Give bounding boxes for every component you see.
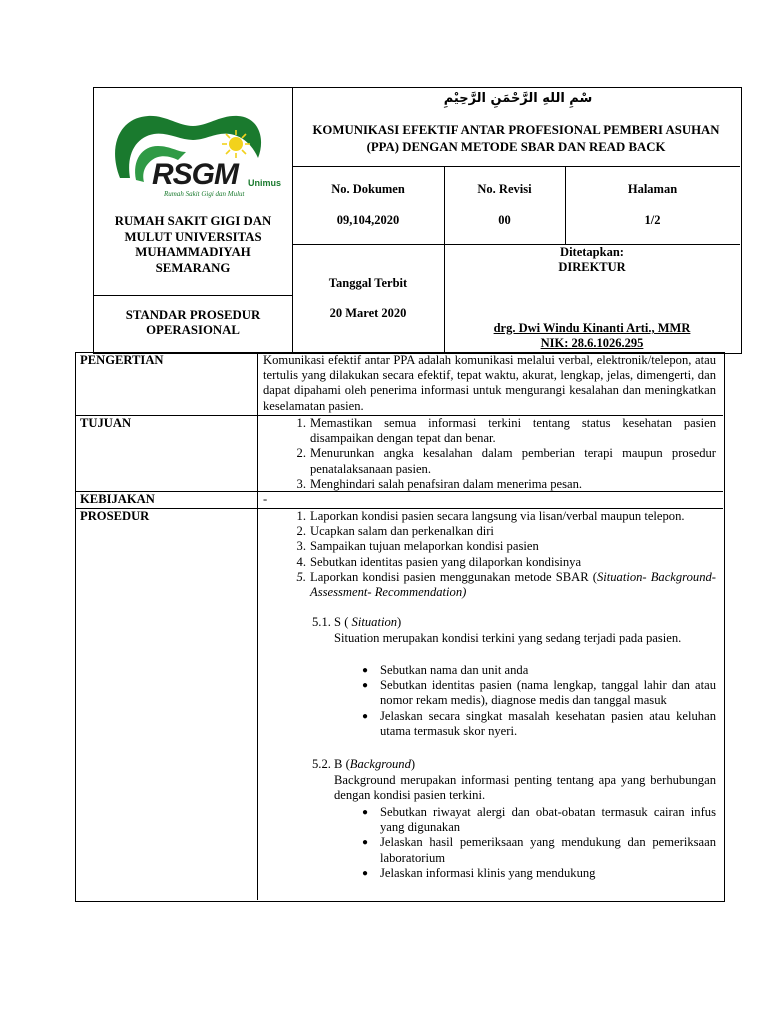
list-item: 3. Sampaikan tujuan melaporkan kondisi pasien: [296, 539, 539, 554]
tujuan-list: [296, 416, 716, 492]
sub-5-1-desc: Situation merupakan kondisi terkini yang sedang terjadi pada pasien.: [334, 631, 682, 645]
kebijakan-label: KEBIJAKAN: [80, 492, 155, 506]
list-item: ● Jelaskan informasi klinis yang mendukung: [361, 865, 596, 880]
pengertian-label: PENGERTIAN: [80, 353, 164, 367]
prosedur-list: [296, 509, 716, 600]
list-item: 4. Sebutkan identitas pasien yang dilaporkan kondisinya: [296, 554, 582, 569]
signer-name: drg. Dwi Windu Kinanti Arti., MMR: [493, 321, 691, 335]
list-item: ● Sebutkan riwayat alergi dan obat-obatan termasuk cairan infus yang digunakan: [361, 805, 716, 835]
sub-5-1-bullets: [361, 663, 716, 739]
list-item: 1. Memastikan semua informasi terkini tentang status kesehatan pasien disampaikan dengan tepat dan benar.: [296, 416, 716, 446]
prosedur-label: PROSEDUR: [80, 509, 150, 523]
list-item: ● Sebutkan identitas pasien (nama lengkap, tanggal lahir dan atau nomor rekam medis), diagnose medis dan tanggal masuk: [361, 678, 716, 708]
tujuan-label: TUJUAN: [80, 416, 132, 430]
logo-text: RSGM: [152, 158, 238, 191]
list-item: ● Sebutkan nama dan unit anda: [361, 663, 529, 677]
logo-tagline: Rumah Sakit Gigi dan Mulut: [164, 190, 245, 198]
tanggal-value: 20 Maret 2020: [329, 306, 407, 320]
kebijakan-text: -: [263, 492, 268, 506]
sub-5-2-heading: 5.2. B (Background): [312, 757, 416, 771]
hospital-logo: [108, 108, 282, 200]
sop-label: STANDAR PROSEDUR OPERASIONAL: [125, 308, 261, 337]
list-item: 3. Menghindari salah penafsiran dalam menerima pesan.: [296, 476, 583, 491]
no-dokumen-value: 09,104,2020: [336, 213, 400, 227]
halaman-value: 1/2: [644, 213, 661, 227]
sub-5-1-heading: 5.1. S ( Situation): [312, 615, 402, 629]
logo-sub: Unimus: [248, 178, 282, 188]
tanggal-label: Tanggal Terbit: [328, 276, 408, 290]
basmalah: سْمِ اللهِ الرَّحْمَنِ الرَّحِيْمِ: [443, 91, 593, 106]
list-item: 2. Ucapkan salam dan perkenalkan diri: [296, 524, 494, 539]
sub-5-2-desc: Background merupakan informasi penting tentang apa yang berhubungan dengan kondisi pasien terkini.: [334, 773, 716, 803]
direktur-label: DIREKTUR: [558, 260, 626, 274]
list-item: 5. Laporkan kondisi pasien menggunakan metode SBAR (Situation- Background- Assessment- Recommendation): [296, 569, 716, 600]
list-item: 1. Laporkan kondisi pasien secara langsung via lisan/verbal maupun telepon.: [296, 509, 685, 523]
no-dokumen-label: No. Dokumen: [331, 182, 405, 196]
hospital-name: RUMAH SAKIT GIGI DAN MULUT UNIVERSITAS MUHAMMADIYAH SEMARANG: [114, 214, 272, 275]
list-item: ● Jelaskan hasil pemeriksaan yang mendukung dan pemeriksaan laboratorium: [361, 835, 716, 865]
no-revisi-value: 00: [498, 213, 511, 227]
signer-nik: NIK: 28.6.1026.295: [540, 336, 644, 350]
no-revisi-label: No. Revisi: [477, 182, 532, 196]
list-item: ● Jelaskan secara singkat masalah kesehatan pasien atau keluhan utama termasuk skor nyeri.: [361, 708, 716, 738]
ditetapkan-label: Ditetapkan:: [560, 245, 624, 259]
list-item: 2. Menurunkan angka kesalahan dalam pemberian terapi maupun prosedur penatalaksanaan pasien.: [296, 446, 716, 476]
halaman-label: Halaman: [627, 182, 678, 196]
sub-5-2-bullets: [361, 805, 716, 881]
pengertian-text: Komunikasi efektif antar PPA adalah komunikasi melalui verbal, elektronik/telepon, atau tertulis yang dilakukan secara efektif, tepat waktu, akurat, lengkap, jelas, dimengerti, dan dapat dipahami oleh penerima informasi untuk mengurangi kesalahan dan meningkatkan keselamatan pasien.: [263, 353, 716, 413]
doc-title: KOMUNIKASI EFEKTIF ANTAR PROFESIONAL PEMBERI ASUHAN (PPA) DENGAN METODE SBAR DAN READ BACK: [312, 123, 720, 154]
